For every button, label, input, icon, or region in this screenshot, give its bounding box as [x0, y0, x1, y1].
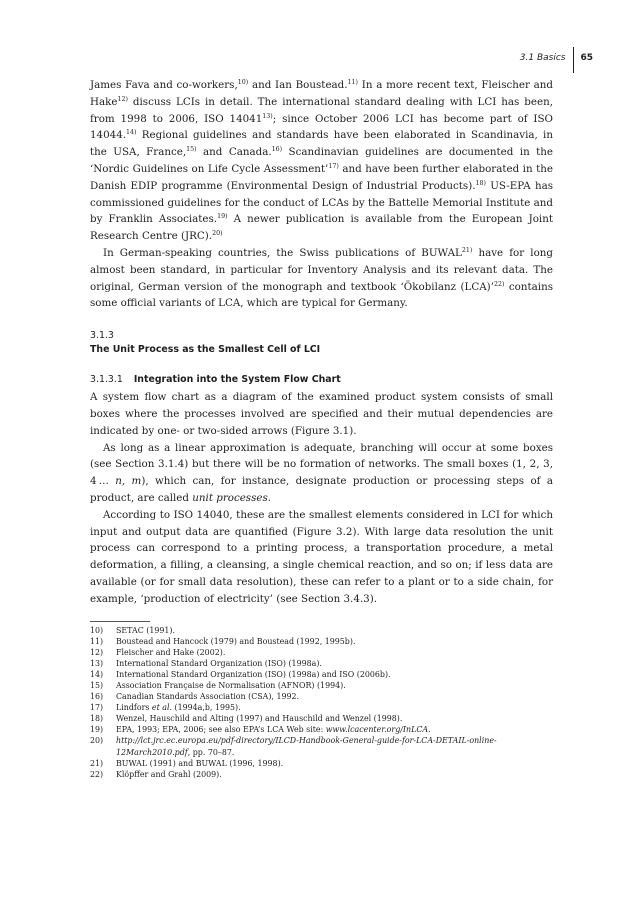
- footnote-text: Association Française de Normalisation (AFNOR) (1994).: [116, 680, 346, 690]
- footnote-ref: 19): [217, 213, 228, 221]
- text-run: EPA, 1993; EPA, 2006; see also EPA’s LCA Web site:: [116, 725, 326, 735]
- footnote-item: [90, 769, 553, 780]
- footnote-ref: 14): [126, 129, 137, 137]
- paragraph-lci-literature: [90, 77, 553, 245]
- footnote-item: [90, 735, 553, 757]
- running-header-section: 3.1 Basics: [519, 53, 566, 63]
- footnote-text: [116, 724, 553, 735]
- footnote-text: Canadian Standards Association (CSA), 1992.: [116, 692, 300, 702]
- text-run: and Canada.: [196, 146, 272, 159]
- footnote-item: [90, 658, 553, 669]
- footnote-number: 10): [90, 625, 104, 635]
- footnote-item: [90, 713, 553, 724]
- footnote-ref: 13): [262, 112, 273, 120]
- text-run: A newer publication is available from the European Joint Research Centre (JRC).: [90, 213, 553, 243]
- subsection-heading: [90, 373, 553, 387]
- text-run: James Fava and co-workers,: [90, 79, 238, 91]
- footnote-number: 17): [90, 703, 104, 713]
- section-title: The Unit Process as the Smallest Cell of LCI: [90, 344, 321, 356]
- footnote-ref: 22): [493, 280, 505, 288]
- page-body: [90, 77, 553, 780]
- footnote-text: SETAC (1991).: [116, 625, 175, 635]
- footnote-text: [116, 702, 553, 713]
- footnote-number: 14): [90, 669, 104, 679]
- footnote-item: [90, 669, 553, 680]
- text-run: , pp. 70–87.: [187, 747, 235, 757]
- footnote-ref: 12): [117, 95, 128, 103]
- paragraph-flow-chart: A system flow chart as a diagram of the examined product system consists of small boxes where the processes involved are specified and their mutual dependencies are indicated by one- or two-sided arrows (Figure 3.1).: [90, 391, 553, 437]
- footnote-ref: 16): [271, 146, 283, 154]
- footnote-link[interactable]: www.lcacenter.org/InLCA.: [325, 725, 431, 735]
- subsection-title: Integration into the System Flow Chart: [133, 374, 341, 386]
- paragraph-iso-14040: According to ISO 14040, these are the smallest elements considered in LCI for which input and output data are quantified (Figure 3.2). With large data resolution the unit process can correspond to a printing process, a transportation procedure, a metal deformation, a filling, a cleansing, a single chemical reaction, and so on; if less data are available (or for small data resolution), these can refer to a plant or to a side chain, for example, ‘production of electricity’ (see Section 3.4.3).: [90, 508, 553, 605]
- footnote-number: 13): [90, 658, 104, 668]
- footnote-ref: 18): [475, 179, 486, 187]
- footnote-ref: 10): [237, 79, 249, 86]
- footnote-number: 12): [90, 647, 104, 657]
- footnote-number: 19): [90, 725, 104, 735]
- footnote-ref: 11): [347, 79, 359, 86]
- text-run: Scandinavian guidelines are documented in the ‘Nordic Guidelines on Life Cycle Assessment’: [90, 146, 553, 175]
- text-run: discuss LCIs in detail. The international standard dealing with LCI has been, from 1998 to 2006, ISO 14041: [90, 95, 553, 125]
- subsection-number: 3.1.3.1: [90, 374, 123, 386]
- footnote-ref: 15): [186, 146, 197, 154]
- text-run-italic: et al.: [151, 703, 172, 713]
- text-run: ; since October 2006 LCI has become part of ISO 14044.: [90, 112, 553, 142]
- footnote-item: [90, 702, 553, 713]
- footnote-text: BUWAL (1991) and BUWAL (1996, 1998).: [116, 758, 284, 768]
- footnote-text: Boustead and Hancock (1979) and Boustead (1992, 1995b).: [116, 636, 356, 646]
- text-run: ), which can, for instance, designate production or processing steps of a product, are called: [90, 475, 553, 504]
- running-header: [520, 47, 593, 73]
- text-run: Regional guidelines and standards have been elaborated in Scandinavia, in the USA, France,: [90, 129, 553, 159]
- footnote-link[interactable]: http://lct.jrc.ec.europa.eu/pdf-directory/ILCD-Handbook-General-guide-for-LCA-DETAIL-online-12March2010.pdf: [116, 736, 497, 757]
- text-run: Lindfors: [116, 703, 152, 713]
- text-run: (1994a,b, 1995).: [172, 703, 241, 713]
- footnote-text: [116, 735, 553, 757]
- text-run: US-EPA has commissioned guidelines for the conduct of LCAs by the Battelle Memorial Institute and by Franklin Associates.: [90, 179, 553, 226]
- footnote-ref: 21): [461, 246, 473, 254]
- footnote-list: [90, 625, 553, 780]
- footnote-text: Wenzel, Hauschild and Alting (1997) and Hauschild and Wenzel (1998).: [116, 714, 403, 724]
- footnote-text: International Standard Organization (ISO) (1998a).: [116, 658, 322, 668]
- footnote-item: [90, 724, 553, 735]
- text-run: In a more recent text, Fleischer and Hake: [90, 79, 553, 108]
- footnote-number: 18): [90, 714, 104, 724]
- footnote-item: [90, 647, 553, 658]
- text-run-italic: unit processes: [192, 491, 268, 504]
- footnote-item: [90, 625, 553, 636]
- page-number: 65: [580, 53, 593, 63]
- footnote-item: [90, 758, 553, 769]
- text-run: have for long almost been standard, in particular for Inventory Analysis and its relevant data. The original, German version of the monograph and textbook ‘Ökobilanz (LCA)’: [90, 246, 553, 293]
- footnote-item: [90, 636, 553, 647]
- header-divider: [573, 47, 574, 73]
- text-run: and Ian Boustead.: [248, 79, 348, 91]
- text-run-italic: n, m: [115, 475, 142, 488]
- section-number: 3.1.3: [90, 330, 114, 342]
- footnote-ref: 20): [212, 230, 223, 238]
- text-run: contains some official variants of LCA, which are typical for Germany.: [90, 280, 553, 310]
- footnote-text: International Standard Organization (ISO) (1998a) and ISO (2006b).: [116, 669, 391, 679]
- footnote-number: 20): [90, 736, 104, 746]
- footnote-number: 15): [90, 680, 104, 690]
- footnote-item: [90, 691, 553, 702]
- paragraph-german-publications: [90, 245, 553, 312]
- text-run: In German-speaking countries, the Swiss publications of BUWAL: [103, 246, 462, 259]
- footnote-ref: 17): [328, 162, 339, 170]
- footnote-item: [90, 680, 553, 691]
- text-run: and have been further elaborated in the Danish EDIP programme (Environmental Design of Industrial Products).: [90, 162, 553, 192]
- footnote-separator: [90, 621, 150, 622]
- paragraph-linear-approximation: [90, 440, 553, 507]
- footnote-number: 16): [90, 692, 104, 702]
- text-run: .: [267, 491, 272, 504]
- footnote-number: 11): [90, 636, 104, 646]
- footnote-number: 21): [90, 758, 104, 768]
- footnote-number: 22): [90, 769, 104, 779]
- footnote-text: Fleischer and Hake (2002).: [116, 647, 226, 657]
- footnote-text: Klöpffer and Grahl (2009).: [116, 769, 222, 779]
- text-run: As long as a linear approximation is adequate, branching will occur at some boxes (see Section 3.1.4) but there will be no formation of networks. The small boxes (1, 2, 3, 4 …: [90, 441, 553, 488]
